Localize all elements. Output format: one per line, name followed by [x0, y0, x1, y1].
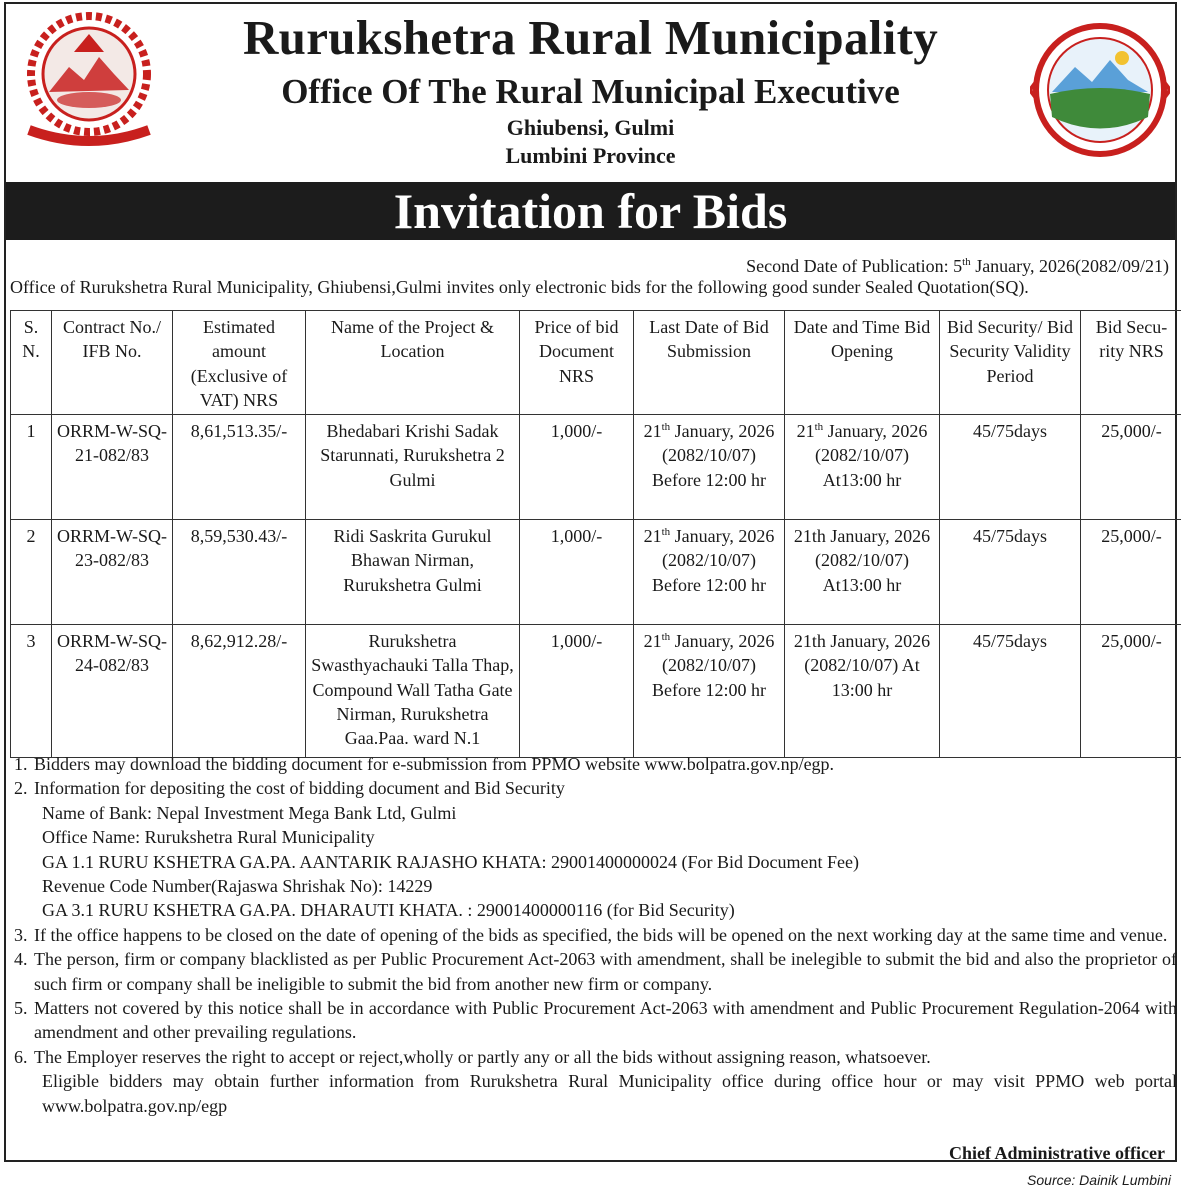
table-row	[11, 520, 1181, 625]
note-number: 3.	[14, 924, 28, 945]
cell-security: 25,000/-	[1081, 415, 1181, 520]
cell-sn: 1	[11, 415, 52, 520]
opening-rest: January, 2026 (2082/10/07) At13:00 hr	[815, 526, 931, 595]
cell-project: Bhedabari Krishi Sadak Starunnati, Rurukshetra 2 Gulmi	[306, 415, 520, 520]
cell-amount: 8,61,513.35/-	[173, 415, 306, 520]
note-number: 5.	[14, 998, 28, 1019]
opening-day-suffix: th	[814, 421, 824, 434]
office-name: Office Of The Rural Municipal Executive	[281, 72, 900, 111]
submission-rest: January, 2026 (2082/10/07) Before 12:00 hr	[652, 421, 775, 490]
publication-date-suffix: th	[962, 256, 971, 268]
note-text: Bidders may download the bidding document for e-submission from PPMO website www.bolpatra.gov.np/egp.	[34, 754, 835, 774]
note-number: 2.	[14, 778, 28, 799]
note-text: If the office happens to be closed on the date of opening of the bids as specified, the bids will be opened on the next working day at the same time and venue.	[34, 924, 1168, 945]
notice-header	[6, 4, 1175, 180]
cell-amount: 8,59,530.43/-	[173, 520, 306, 625]
submission-rest: January, 2026 (2082/10/07) Before 12:00 hr	[652, 526, 775, 595]
col-header-sn: S. N.	[11, 311, 52, 415]
cell-sn: 3	[11, 625, 52, 758]
opening-rest: January, 2026 (2082/10/07) At 13:00 hr	[804, 631, 931, 700]
note-text: Matters not covered by this notice shall be in accordance with Public Procurement Act-2063 with amendment and Public Procurement Regulation-2064 with amendment and other prevailing regulations.	[34, 998, 1177, 1043]
cell-project: Rurukshetra Swasthyachauki Talla Thap, Compound Wall Tatha Gate Nirman, Rurukshetra Gaa.Paa. ward N.1	[306, 625, 520, 758]
note-item	[14, 752, 1177, 776]
cell-validity: 45/75days	[940, 520, 1081, 625]
opening-day: 21	[796, 421, 815, 442]
cell-validity: 45/75days	[940, 415, 1081, 520]
revenue-code: Revenue Code Number(Rajaswa Shrishak No): 14229	[42, 876, 433, 897]
note-item	[14, 1045, 1177, 1069]
intro-text: Office of Rurukshetra Rural Municipality, Ghiubensi,Gulmi invites only electronic bids for the following good sunder Sealed Quotation(SQ).	[10, 277, 1029, 297]
cell-contract: ORRM-W-SQ-23-082/83	[52, 520, 173, 625]
submission-rest: January, 2026 (2082/10/07) Before 12:00 hr	[652, 631, 775, 700]
note-item	[14, 923, 1177, 947]
further-info: Eligible bidders may obtain further information from Rurukshetra Rural Municipality office during office hour or may visit PPMO web portal www.bolpatra.gov.np/egp	[42, 1071, 1177, 1116]
cell-submission	[634, 415, 785, 520]
col-header-project: Name of the Project & Location	[306, 311, 520, 415]
publication-label: Second Date of Publication: 5	[746, 256, 963, 276]
cell-opening	[785, 520, 940, 625]
col-header-contract: Contract No./ IFB No.	[52, 311, 173, 415]
note-number: 6.	[14, 1046, 28, 1067]
account-doc-fee: GA 1.1 RURU KSHETRA GA.PA. AANTARIK RAJASHO KHATA: 29001400000024 (For Bid Document Fee)	[42, 851, 859, 872]
cell-submission	[634, 520, 785, 625]
notes-list	[14, 752, 1177, 1118]
table-row	[11, 625, 1181, 758]
source-credit: Source: Dainik Lumbini	[1027, 1172, 1171, 1188]
cell-sn: 2	[11, 520, 52, 625]
cell-contract: ORRM-W-SQ-24-082/83	[52, 625, 173, 758]
office-name-detail: Office Name: Rurukshetra Rural Municipality	[42, 827, 375, 848]
cell-contract: ORRM-W-SQ-21-082/83	[52, 415, 173, 520]
submission-day: 21	[643, 526, 662, 547]
note-number: 4.	[14, 949, 28, 970]
opening-rest: January, 2026 (2082/10/07) At13:00 hr	[815, 421, 928, 490]
cell-amount: 8,62,912.28/-	[173, 625, 306, 758]
account-bid-security: GA 3.1 RURU KSHETRA GA.PA. DHARAUTI KHATA. : 29001400000116 (for Bid Security)	[42, 900, 735, 921]
cell-opening	[785, 625, 940, 758]
submission-day-suffix: th	[661, 421, 671, 434]
cell-opening	[785, 415, 940, 520]
col-header-opening: Date and Time Bid Opening	[785, 311, 940, 415]
note-item	[14, 996, 1177, 1045]
submission-day: 21	[643, 421, 662, 442]
submission-day-suffix: th	[661, 526, 671, 539]
note-text: The Employer reserves the right to accept or reject,wholly or partly any or all the bids without assigning reason, whatsoever.	[34, 1046, 931, 1067]
col-header-price: Price of bid Document NRS	[520, 311, 634, 415]
municipality-seal-logo	[1030, 22, 1170, 158]
cell-price: 1,000/-	[520, 625, 634, 758]
cell-price: 1,000/-	[520, 520, 634, 625]
province-name: Lumbini Province	[505, 143, 676, 168]
bank-name: Name of Bank: Nepal Investment Mega Bank Ltd, Gulmi	[42, 802, 457, 823]
cell-validity: 45/75days	[940, 625, 1081, 758]
table-row	[11, 415, 1181, 520]
notice-frame	[4, 2, 1177, 1162]
publication-date-rest: January, 2026(2082/09/21)	[970, 256, 1169, 276]
note-number: 1.	[14, 754, 28, 774]
publication-date	[746, 251, 1169, 277]
cell-project: Ridi Saskrita Gurukul Bhawan Nirman, Rurukshetra Gulmi	[306, 520, 520, 625]
office-location: Ghiubensi, Gulmi	[506, 115, 675, 140]
col-header-validity: Bid Security/ Bid Security Validity Period	[940, 311, 1081, 415]
cell-submission	[634, 625, 785, 758]
opening-day: 21th	[793, 631, 826, 652]
table-header-row	[11, 311, 1181, 415]
invitation-banner: Invitation for Bids	[6, 182, 1175, 240]
bids-table	[10, 310, 1181, 758]
note-text: Information for depositing the cost of bidding document and Bid Security	[34, 778, 565, 799]
municipality-name: Rurukshetra Rural Municipality	[242, 10, 939, 65]
note-item	[14, 947, 1177, 996]
cell-security: 25,000/-	[1081, 625, 1181, 758]
note-text: The person, firm or company blacklisted as per Public Procurement Act-2063 with amendment, shall be inelegible to submit the bid and also the proprietor of such firm or company shall be ineligible to submit the bid from another new firm or company.	[34, 949, 1177, 994]
submission-day: 21	[643, 631, 662, 652]
col-header-submission: Last Date of Bid Submission	[634, 311, 785, 415]
cell-security: 25,000/-	[1081, 520, 1181, 625]
opening-day: 21th	[793, 526, 826, 547]
cell-price: 1,000/-	[520, 415, 634, 520]
signature-title: Chief Administrative officer	[949, 1143, 1165, 1163]
note-item	[14, 776, 1177, 800]
col-header-amount: Estimated amount (Exclusive of VAT) NRS	[173, 311, 306, 415]
submission-day-suffix: th	[661, 631, 671, 644]
col-header-security: Bid Secu-rity NRS	[1081, 311, 1181, 415]
